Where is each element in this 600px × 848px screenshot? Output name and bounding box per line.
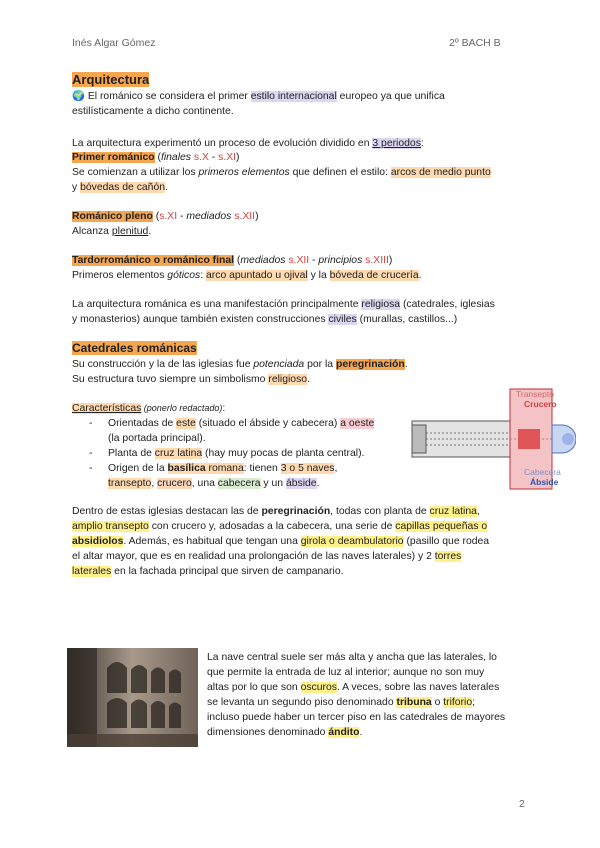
header-course: 2º BACH B <box>449 37 501 49</box>
globe-icon: 🌍 <box>72 91 85 102</box>
list-item: - Planta de cruz latina (hay muy pocas de planta central). <box>89 448 365 459</box>
nave-interior-photo <box>67 648 198 747</box>
list-item: - Origen de la basílica romana: tienen 3 o 5 naves, transepto, crucero, una cabecera y un ábside. <box>89 463 338 489</box>
nave-paragraph: La nave central suele ser más alta y ancha que las laterales, lo que permite la entrada de luz al interior; aunque no son muy altas por lo que son oscuros. A veces, sobre las naves laterales se levanta un segundo piso denominado tribuna o triforio; incluso puede haber un tercer piso en las catedrales de mayores dimensiones denominado ándito. <box>207 652 506 738</box>
header-author: Inés Algar Gómez <box>72 37 156 49</box>
transepto-label: Transepto <box>516 389 554 399</box>
abside-label: Ábside <box>530 477 559 487</box>
evolution-sentence: La arquitectura experimentó un proceso de evolución dividido en 3 periodos: <box>72 138 424 149</box>
cathedrals-heading: Catedrales románicas <box>72 341 197 355</box>
crucero-label: Crucero <box>524 399 557 409</box>
list-item: - Orientadas de este (situado el ábside y cabecera) a oeste (la portada principal). <box>89 418 375 444</box>
features-heading: Características <box>72 403 142 414</box>
period-tardorromanico: Tardorrománico o románico final (mediados s.XII - principios s.XIII) Primeros elementos góticos: arco apuntado u ojival y la bóveda de crucería. <box>72 255 422 281</box>
features-section: Características (ponerlo redactado): - Orientadas de este (situado el ábside y cabecera) a oeste (la portada principal). - Planta de cruz latina (hay muy pocas de planta central). - Origen de la basílica romana: tienen 3 o 5 naves, transepto, crucero, una cabecera y un ábside. <box>72 401 402 491</box>
cabecera-label: Cabecera <box>524 467 561 477</box>
period-primer-romanico: Primer románico (finales s.X - s.XI) Se comienzan a utilizar los primeros elementos que definen el estilo: arcos de medio punto y bóvedas de cañón. <box>72 152 491 193</box>
pilgrimage-paragraph: Dentro de estas iglesias destacan las de peregrinación, todas con planta de cruz latina, amplio transepto con crucero y, adosadas a la cabecera, una serie de capillas pequeñas o absidiolos. Además, es habitual que tengan una girola o deambulatorio (pasillo que rodea el altar mayor, que es en realidad una prolongación de las naves laterales) y 2 torres laterales en la fachada principal que sirven de campanario. <box>72 506 490 577</box>
religious-paragraph: La arquitectura románica es una manifestación principalmente religiosa (catedrales, iglesias y monasterios) aunque también existen construcciones civiles (murallas, castillos...) <box>72 299 495 325</box>
periods-link[interactable]: 3 periodos <box>372 138 421 149</box>
page-number: 2 <box>519 798 525 810</box>
intro-paragraph: 🌍 El románico se considera el primer estilo internacional europeo ya que unifica estilísticamente a dicho continente. <box>72 91 445 117</box>
page-title: Arquitectura <box>72 72 150 87</box>
cathedrals-section: Catedrales románicas Su construcción y la de las iglesias fue potenciada por la peregrinación. Su estructura tuvo siempre un simbolismo religioso. <box>72 341 408 385</box>
period-romanico-pleno: Románico pleno (s.XI - mediados s.XII) Alcanza plenitud. <box>72 211 259 237</box>
latin-cross-floor-plan <box>406 381 576 493</box>
